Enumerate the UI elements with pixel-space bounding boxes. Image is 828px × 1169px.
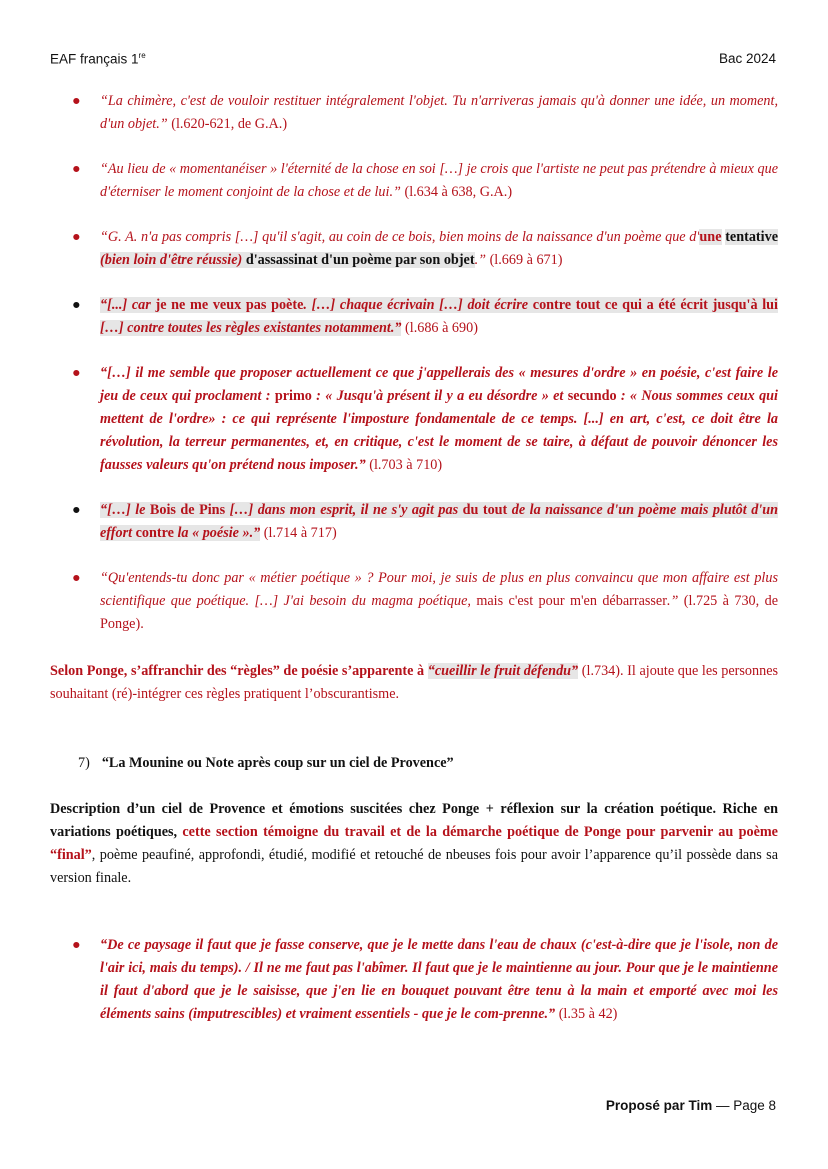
- quote-text-emph: contre: [135, 525, 174, 541]
- para-text-bold: cette section témoigne du travail et de la démarche poétique de Ponge pour parvenir au poème “final”: [50, 824, 778, 863]
- quote-text-emph: contre tout ce qui a été écrit jusqu'à lui: [532, 297, 778, 313]
- quote-text: “[...] car: [100, 297, 156, 313]
- quote-text: .”: [474, 252, 487, 268]
- bullet-icon: ●: [72, 502, 81, 518]
- para-text-bold: . Riche en variations poétiques,: [50, 801, 778, 840]
- quote-item: [50, 90, 778, 136]
- quote-text-emph: je ne me veux pas poète: [155, 297, 304, 313]
- quote-text: “G. A. n'a pas compris […] qu'il s'agit, au coin de ce bois, bien moins de la naissance d'un poème que d': [100, 229, 700, 245]
- quote-ref: (l.714 à 717): [260, 525, 337, 541]
- bullet-icon: ●: [72, 570, 81, 586]
- quote-text: “[…] le: [100, 502, 150, 518]
- footer-page: — Page 8: [712, 1098, 776, 1113]
- quote-text: : « Jusqu'à présent il y a eu désordre » et: [311, 388, 568, 404]
- header-course-sup: re: [138, 51, 146, 60]
- section-number: 7): [78, 755, 90, 771]
- quote-text-emph: Bois de Pins: [149, 502, 226, 518]
- header-course: EAF français 1: [50, 51, 139, 67]
- summary-paragraph: [50, 660, 778, 706]
- quote-item: [50, 226, 778, 272]
- bullet-icon: ●: [72, 229, 81, 245]
- quote-text: . […] chaque écrivain […] doit écrire: [303, 297, 533, 313]
- quote-item: [50, 499, 778, 545]
- section-title: “La Mounine ou Note après coup sur un ciel de Provence”: [101, 755, 454, 771]
- para-text: (l.734). Il ajoute que les personnes souhaitant (ré)-intégrer ces règles pratiquent l’obscurantisme.: [50, 663, 779, 702]
- quote-text: “Au lieu de « momentanéiser » l'éternité de la chose en soi […] je crois que l'artiste ne peut pas prétendre à mieux que d'éterniser le moment conjoint de la chose et de lui.”: [100, 161, 778, 200]
- quote-text-emph: une: [699, 229, 722, 245]
- quote-text: “Qu'entends-tu donc par « métier poétique » ? Pour moi, je suis de plus en plus convaincu que mon affaire est plus scientifique que poétique. […] J'ai besoin du magma poétique,: [100, 570, 778, 609]
- quote-ref: (l.620-621, de G.A.): [167, 116, 288, 132]
- quote-text: “[…] il me semble que proposer actuellement ce que j'appellerais des « mesures d'ordre » en poésie, c'est faire le jeu de ceux qui proclament :: [100, 365, 778, 404]
- para-text: , poème peaufiné, approfondi, étudié, modifié et retouché de nbeuses fois pour avoir l’apparence qu’il possède dans sa version finale.: [50, 847, 778, 886]
- quote-ref: (l.634 à 638, G.A.): [400, 184, 513, 200]
- bullet-icon: ●: [72, 93, 81, 109]
- quote-text: “La chimère, c'est de vouloir restituer intégralement l'objet. Tu n'arriveras jamais qu'à donner une idée, un moment, d'un objet.”: [100, 93, 778, 132]
- bullet-icon: ●: [72, 297, 81, 313]
- quote-text: de la naissance d'un poème mais plutôt d'un effort: [100, 502, 779, 541]
- quote-text: mais c'est pour m'en débarrasser: [476, 593, 667, 609]
- quote-ref: (l.725 à 730, de Ponge).: [100, 593, 778, 632]
- quote-ref: (l.35 à 42): [555, 1006, 618, 1022]
- footer: [606, 1098, 776, 1113]
- description-paragraph: [50, 798, 778, 890]
- quote-list-2: [50, 934, 778, 1026]
- section-heading: [78, 752, 454, 775]
- header-left: [50, 51, 146, 67]
- quote-ref: (l.686 à 690): [401, 320, 478, 336]
- para-quote: “cueillir le fruit défendu”: [427, 663, 579, 679]
- header-right: Bac 2024: [718, 51, 776, 66]
- bullet-icon: ●: [72, 937, 81, 953]
- quote-text-emph: secundo: [567, 388, 617, 404]
- quote-item: [50, 567, 778, 636]
- quote-ref: (l.703 à 710): [365, 457, 443, 473]
- bullet-icon: ●: [72, 161, 81, 177]
- quote-text-emph: primo: [274, 388, 312, 404]
- para-text-bold: Selon Ponge, s’affranchir des “règles” de poésie s’apparente à: [50, 663, 428, 679]
- quote-text: : « Nous sommes ceux qui mettent de l'ordre» : ce qui représente l'imposture fondamentale de ce temps. [...] en art, c'est, ce doit être la révolution, la terreur permanentes, et, en critique, c'est le moment de se taire, à défaut de pouvoir dénoncer les fausses valeurs qu'on prétend nous imposer.”: [100, 388, 778, 473]
- quote-text: “De ce paysage il faut que je fasse conserve, que je le mette dans l'eau de chaux (c'est-à-dire que je l'isole, non de l'air ici, mais du temps). / Il ne me faut pas l'abîmer. Il faut que je le maintienne au jour. Pour que je le maintienne il faut d'abord que je le saisisse, que j'en lie en bouquet pouvant être tenu à la main et emporté avec moi les éléments sains (imputrescibles) et vraiment essentiels - que je le com-prenne.”: [100, 937, 778, 1022]
- quote-text-emph: (bien loin d'être réussie): [100, 252, 246, 268]
- quote-item: [50, 294, 778, 340]
- quote-text-emph: d'assassinat d'un poème par son objet: [245, 252, 475, 268]
- quote-text: […] dans mon esprit, il ne s'y agit pas: [225, 502, 463, 518]
- quote-text: la « poésie ».”: [173, 525, 261, 541]
- quote-text: […] contre toutes les règles existantes notamment.”: [100, 320, 402, 336]
- quote-list-1: [50, 90, 778, 636]
- quote-item: [50, 934, 778, 1026]
- footer-author: Proposé par Tim: [605, 1098, 713, 1113]
- quote-item: [50, 158, 778, 204]
- quote-text-emph: du tout: [462, 502, 508, 518]
- quote-text: .”: [666, 593, 679, 609]
- bullet-icon: ●: [72, 365, 81, 381]
- quote-ref: (l.669 à 671): [486, 252, 563, 268]
- quote-text-emph: tentative: [725, 229, 778, 245]
- quote-item: [50, 362, 778, 477]
- para-text-bold: Description d’un ciel de Provence et émotions suscitées chez Ponge + réflexion sur la création poétique: [50, 801, 713, 817]
